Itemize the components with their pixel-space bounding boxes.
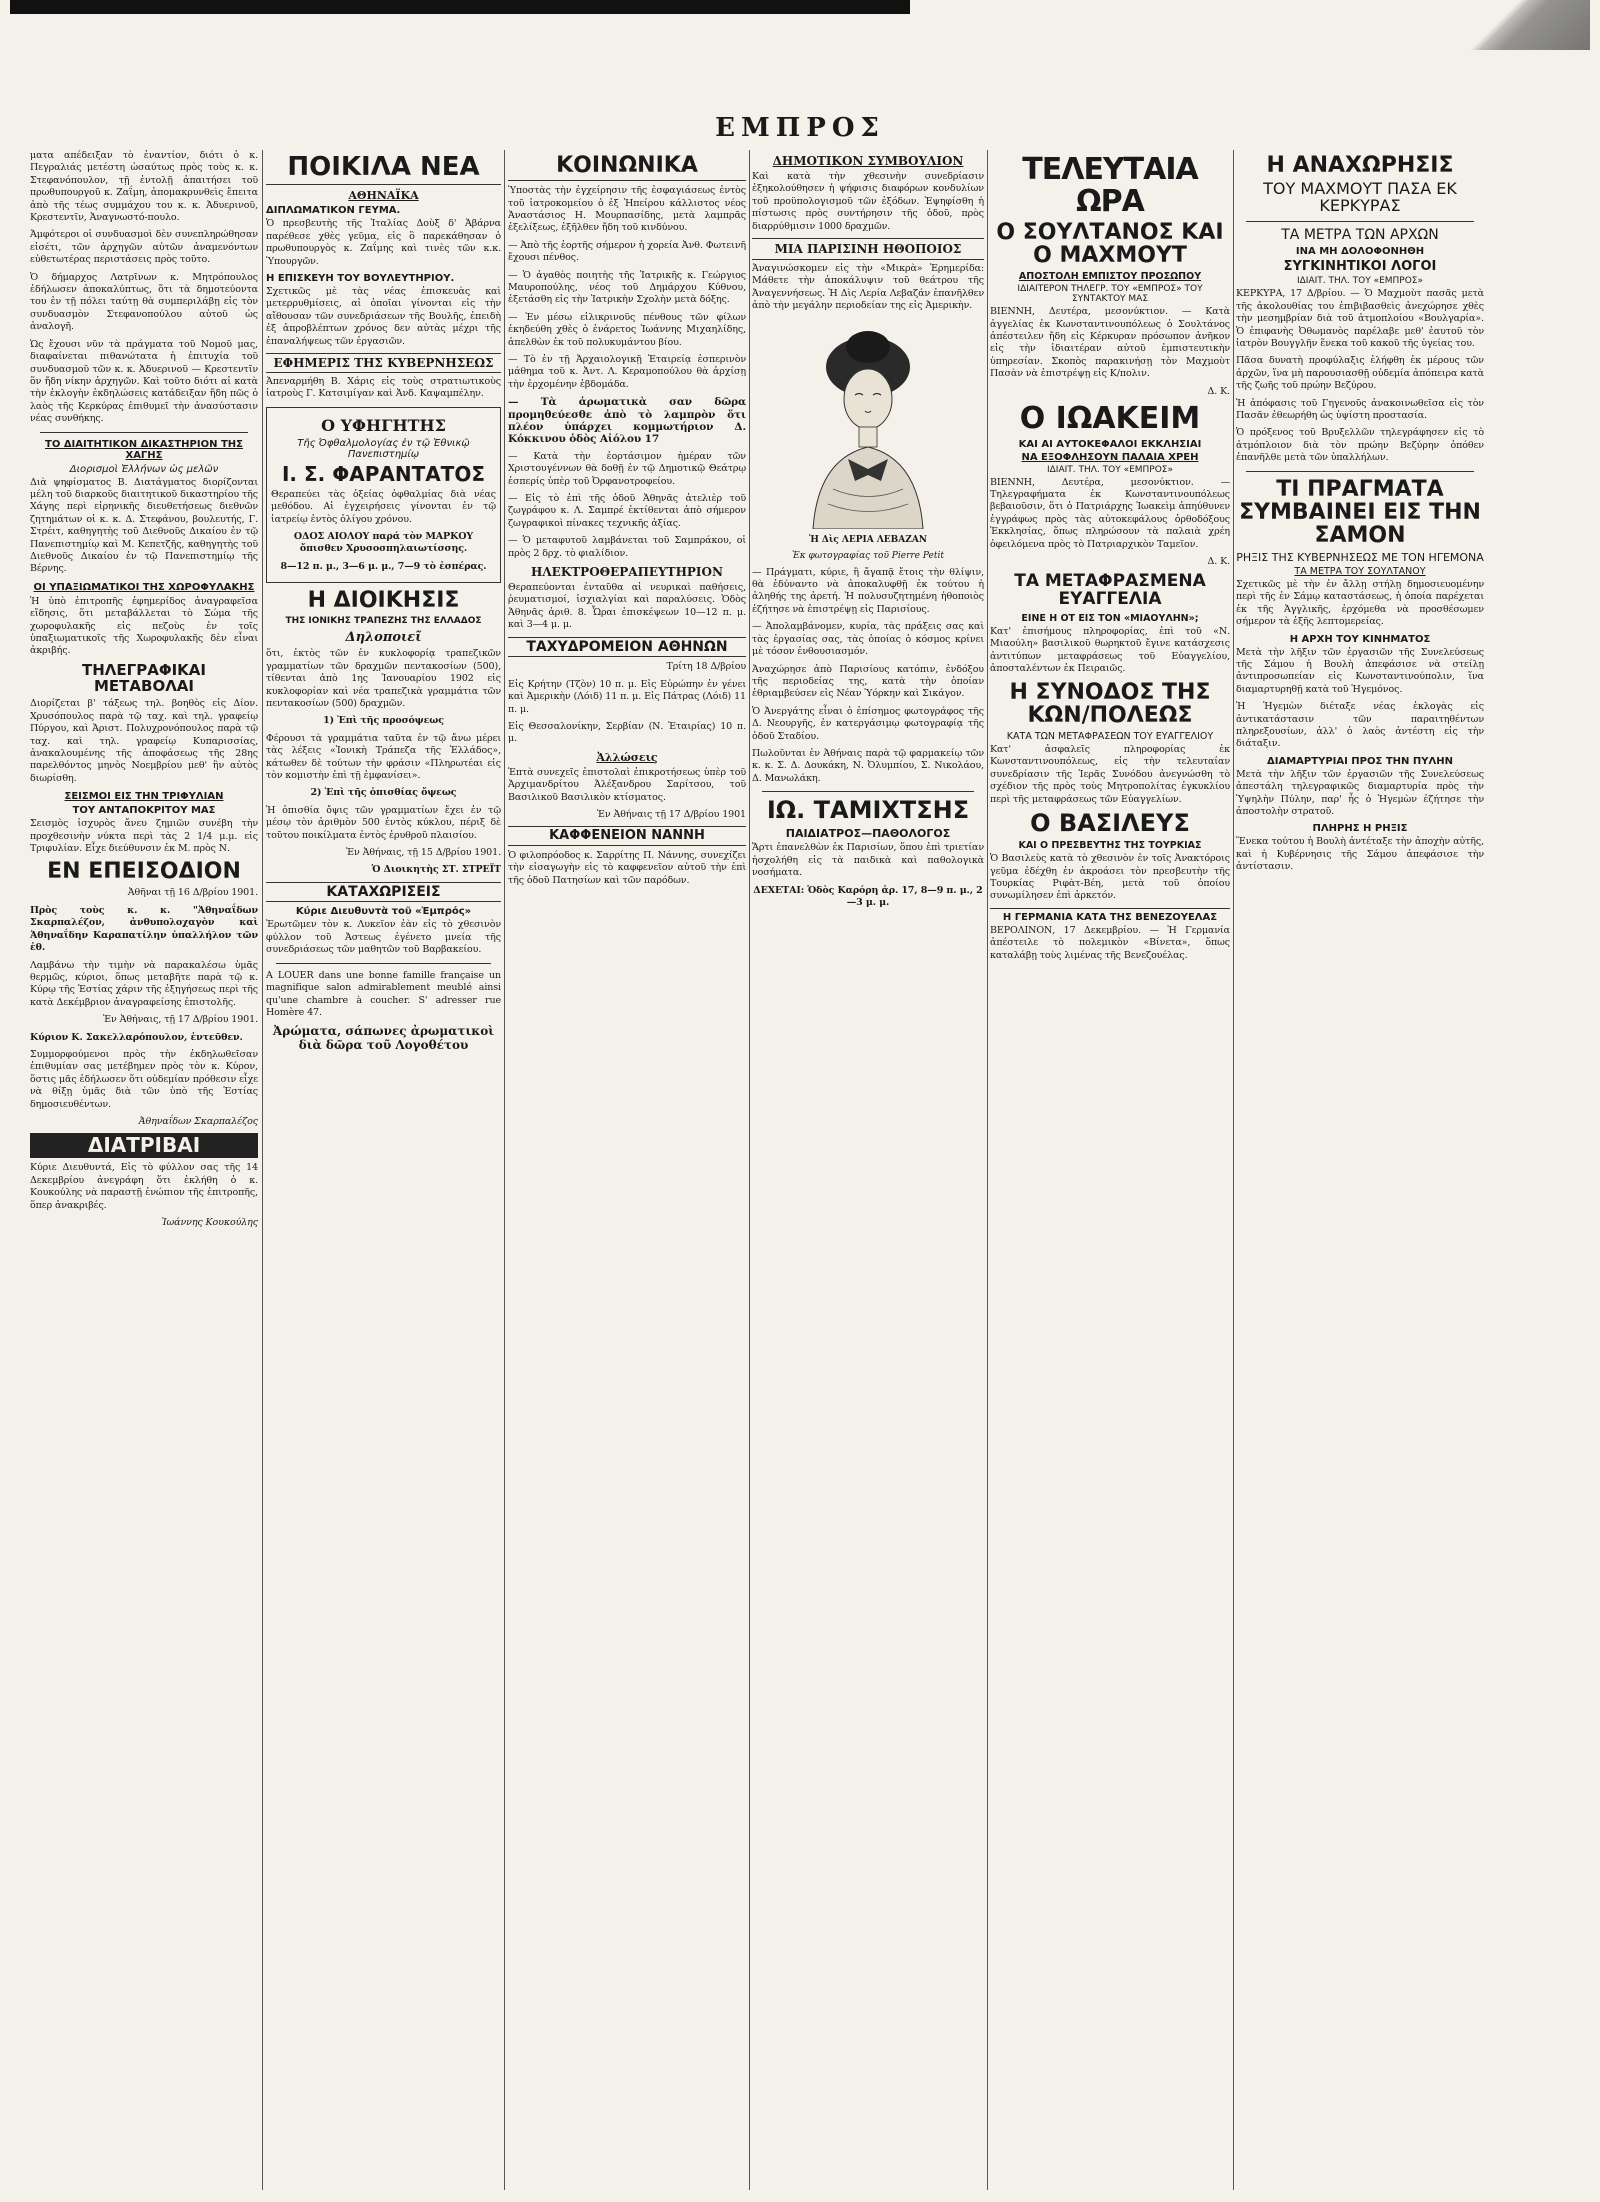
article-text: Ἡ Ἡγεμὼν διέταξε νέας ἐκλογὰς εἰς ἀντικατάστασιν τῶν παραιτηθέντων πληρεξουσίων, ἀλλ' ὁ λαὸς ἀντέστη εἰς τὴν διάταξιν. [1236, 701, 1484, 750]
perfume-notice: — Τὰ ἀρωματικὰ σαν δῶρα προμηθεύεσθε ἀπὸ τὸ λαμπρὸν ὅτι πλέον ὑπάρχει κομμωτήριον Δ. Κόκκινου ὁδὸς Αἰόλου 17 [508, 396, 746, 446]
ad-doctor-name: ΙΩ. ΤΑΜΙΧΤΣΗΣ [766, 796, 970, 825]
ad-hours: ΔΕΧΕΤΑΙ: Ὁδὸς Καρόρη ἀρ. 17, 8—9 π. μ., 2—3 μ. μ. [753, 884, 983, 908]
dateline: Τρίτη 18 Δ/βρίου [666, 661, 746, 673]
subheadline: ΔΙΑΜΑΡΤΥΡΙΑΙ ΠΡΟΣ ΤΗΝ ΠΥΛΗΝ [1267, 755, 1453, 767]
article-text: — Κατὰ τὴν ἐορτάσιμον ἡμέραν τῶν Χριστουγέννων θὰ δοθῇ ἐν τῷ Δημοτικῷ Θεάτρῳ ἐσπερίς ὑπὲρ τοῦ Ὀρφανοτροφείου. [508, 450, 746, 487]
article-text: Φέρουσι τὰ γραμμάτια ταῦτα ἐν τῷ ἄνω μέρει τὰς λέξεις «Ἰονικὴ Τράπεζα τῆς Ἑλλάδος», κάτωθεν δὲ τούτων τὴν φράσιν «Πληρωτέαι εἰς τὸν κομιστὴν ἐπὶ τῇ ἐμφανίσει». [266, 732, 501, 781]
article-text: — Εἰς τὸ ἐπὶ τῆς ὁδοῦ Ἀθηνᾶς ἀτελιὲρ τοῦ ζωγράφου κ. Λ. Σαμπρέ ἐκτίθενται ἀπὸ σήμερον ζωγραφικοὶ πίνακες τεχνικῆς ἀξίας. [508, 493, 746, 529]
portrait-caption: Ἡ Δὶς ΛΕΡΙΑ ΛΕΒΑΖΑΝ [808, 534, 928, 545]
article-text: — Ἀπολαμβάνομεν, κυρία, τὰς πράξεις σας καὶ τὰς ἐργασίας σας, τὰς ὁποίας ὁ κόσμος κρίνει μὲ τόσον ἐνθουσιασμόν. [752, 621, 984, 658]
column-2 [266, 150, 501, 2190]
article-text: ΒΕΡΟΛΙΝΟΝ, 17 Δεκεμβρίου. — Ἡ Γερμανία ἀπέστειλε τὸ πολεμικὸν «Βίνετα», ὅπως καταλάβῃ τοὺς λιμένας τῆς Βενεζουέλας. [990, 924, 1230, 961]
signature: Δ. Κ. [1207, 555, 1230, 567]
headline-king: Ο ΒΑΣΙΛΕΥΣ [1030, 808, 1190, 837]
article-text: Εἰς Θεσσαλονίκην, Σερβίαν (Ν. Ἑταιρίας) 10 π. μ. [508, 721, 746, 745]
signature: Δ. Κ. [1207, 385, 1230, 397]
article-text: Πωλοῦνται ἐν Ἀθήναις παρὰ τῷ φαρμακείῳ τῶν κ. κ. Σ. Δ. Δουκάκη, Ν. Ὀλυμπίου, Σ. Νικολάου, Δ. Μανωλάκη. [752, 747, 984, 784]
headline-joachim: Ο ΙΩΑΚΕΙΜ [1019, 401, 1201, 437]
article-text: Ἡ ὀπισθία ὄψις τῶν γραμματίων ἔχει ἐν τῷ μέσῳ τὸν ἀριθμὸν 500 ἐντὸς κύκλου, πέριξ δὲ τοῦτου ποικίλματα ἐντὸς ἐρυθροῦ πλαισίου. [266, 804, 501, 841]
subheadline: ΠΛΗΡΗΣ Η ΡΗΞΙΣ [1312, 823, 1408, 835]
article-text: Σχετικῶς μὲ τὰς νέας ἐπισκευὰς καὶ μετερρυθμίσεις, αἱ ὁποῖαι γίνονται εἰς τὴν αἴθουσαν τῶν συνεδριάσεων τῆς Βουλῆς, ἐπειδὴ ἐξ ἀπροβλέπτων χρόνος δεν αὐτὰς μέχρι τῆς ἐπαναλήψεως τῶν ἐργασιῶν. [266, 285, 501, 347]
headline-perfume-ad: Ἀρώματα, σάπωνες ἀρωματικοὶ διὰ δῶρα τοῦ Λογοθέτου [272, 1024, 495, 1053]
article-text: Ἀναχώρησε ἀπὸ Παρισίους κατόπιν, ἐνδόξου τῆς περιοδείας της, κατὰ τὴν ὁποίαν ἐθριαμβεύσεν εἰς Νέαν Ὑόρκην καὶ Σικάγον. [752, 663, 984, 700]
subheadline: ΔΙΠΛΩΜΑΤΙΚΟΝ ΓΕΥΜΑ. [266, 205, 401, 217]
article-text: Μετὰ τὴν λῆξιν τῶν ἐργασιῶν τῆς Συνελεύσεως ἀπεστάλη τηλεγραφικῶς διαμαρτυρία πρὸς τὴν Ὑψηλὴν Πύλην, παρ' ἧς ὁ Ἡγεμὼν ἐζήτησε τὴν ἀποστολὴν στρατοῦ. [1236, 768, 1484, 818]
telegram-source: ΙΔΙΑΙΤ. ΤΗΛ. ΤΟΥ «ΕΜΠΡΟΣ» [1046, 464, 1173, 475]
subheadline: ΚΑΙ ΑΙ ΑΥΤΟΚΕΦΑΛΟΙ ΕΚΚΛΗΣΙΑΙ [1018, 438, 1202, 450]
signature: Ἰωάννης Κουκούλης [161, 1217, 258, 1228]
ad-address: ΟΔΟΣ ΑΙΟΛΟΥ παρά τὸν ΜΑΡΚΟΥ ὄπισθεν Χρυσοσπηλαιωτίσσης. [293, 530, 474, 555]
divider [40, 432, 248, 433]
dateline: Ἀθῆναι τῇ 16 Δ/βρίου 1901. [127, 887, 258, 899]
article-text: Ὑποστὰς τὴν ἐγχείρησιν τῆς ἐσφαγιάσεως ἐντὸς τοῦ ἰατροκομείου ὁ ἐξ Ἠπείρου κάλλιστος νέος Ἀναστάσιος Η. Μουρπασίδης, μετὰ λαμπρᾶς ἐξελίξεως, ἐξῆλθεν ἤδη τοῦ κινδύνου. [508, 185, 746, 234]
headline-officers: ΟΙ ΥΠΑΞΙΩΜΑΤΙΚΟΙ ΤΗΣ ΧΩΡΟΦΥΛΑΚΗΣ [33, 581, 255, 593]
column-rule [1233, 150, 1234, 2190]
dateline: Ἐν Ἀθήναις, τῇ 17 Δ/βρίου 1901. [103, 1014, 258, 1026]
article-text: Ἀπεναρμήθη Β. Χάρις εἰς τοὺς στρατιωτικοὺς ἰατροὺς Γ. Κατσιμίγαν καὶ Ἀνδ. Καψαμπέλην. [266, 375, 501, 400]
article-text: Ὁ Ἀνεργάτης εἶναι ὁ ἐπίσημος φωτογράφος τῆς Δ. Νεουργῆς, ἐν κατεργάσιμῳ φωτογραφίᾳ τῆς ὁδοῦ Σταδίου. [752, 705, 984, 742]
column-rule [749, 150, 750, 2190]
article-text: Πρὸς τοὺς κ. κ. "Ἀθηναΐδων Σκαρπαλέζον, ἀνθυπολοχαγὸν καὶ Ἀθηναΐδην Καραπατίλην ὑπαλλήλον τῶν ἐθ. [30, 904, 258, 954]
subheadline: ΕΙΝΕ Η ΟΤ ΕΙΣ ΤΟΝ «ΜΙΑΟΥΛΗΝ»; [1021, 613, 1199, 625]
headline-telegraph: ΤΗΛΕΓΡΑΦΙΚΑΙ ΜΕΤΑΒΟΛΑΙ [82, 660, 206, 695]
subheadline: ΚΑΙ Ο ΠΡΕΣΒΕΥΤΗΣ ΤΗΣ ΤΟΥΡΚΙΑΣ [1018, 840, 1202, 852]
article-text: — Ὁ ἀγαθὸς ποιητὴς τῆς Ἰατρικῆς κ. Γεώργιος Μαυροπούλης, νέος τοῦ Δημάρχου Κύθνου, ἐξετάσθη εἰς τὴν Ἰατρικὴν Σχολὴν μετὰ δόξης. [508, 269, 746, 306]
headline-measures: ΤΑ ΜΕΤΡΑ ΤΩΝ ΑΡΧΩΝ [1281, 226, 1439, 243]
article-text: Κατ' ἀσφαλεῖς πληροφορίας ἐκ Κωνσταντινουπόλεως, εἰς τὴν τελευταίαν συνεδρίασιν τῆς Ἱερᾶς Συνόδου ἀνεγνώσθη τὸ σχέδιον τῆς πρὸς τοὺς Μητροπολίτας ἐγκυκλίου περὶ τῆς μεταφράσεως τῶν Εὐαγγελίων. [990, 743, 1230, 805]
article-text: Κύριον Κ. Σακελλαρόπουλον, ἐντεῦθεν. [30, 1031, 243, 1043]
headline-diatribai: ΔΙΑΤΡΙΒΑΙ [30, 1133, 258, 1158]
column-rule [262, 150, 263, 2190]
scan-corner-shadow [1440, 0, 1590, 50]
headline-awards: Ἀλλώσεις [596, 750, 658, 764]
portrait-credit: Ἐκ φωτογραφίας τοῦ Pierre Petit [792, 550, 944, 561]
headline-sultan: Ο ΣΟΥΛΤΑΝΟΣ ΚΑΙ Ο ΜΑΧΜΟΥΤ [996, 220, 1224, 269]
column-3 [508, 150, 746, 2190]
article-text: Θεραπεύονται ἐνταῦθα αἱ νευρικαὶ παθήσεις, ῥευματισμοί, ἰσχιαλγίαι καὶ παραλύσεις. Ὁδὸς Ἀθηνᾶς ἀριθ. 8. Ὧραι ἐπισκέψεων 10—12 π. μ. καὶ 3—4 μ. μ. [508, 582, 746, 631]
french-ad: A LOUER dans une bonne famille française un magnifique salon admirablement meublé ainsi qu'une chambre à coucher. S' adresser rue Homère 47. [266, 969, 501, 1018]
signature: Ὁ Διοικητὴς ΣΤ. ΣΤΡΕΪΤ [371, 864, 501, 876]
article-text: — Ἐν μέσω εἰλικρινοῦς πένθους τῶν φίλων ἐκηδεύθη χθὲς ὁ ἐνάρετος Ἰωάννης Μιχαηλίδης, ἀπελθὼν ἐκ τοῦ πολυκυμάντου βίου. [508, 311, 746, 348]
headline-departure: Η ΑΝΑΧΩΡΗΣΙΣ [1266, 153, 1454, 178]
article-text: — Ὁ μεταφυτοῦ λαμβάνεται τοῦ Σαμπράκου, οἱ πρὸς 2 δρχ. τὸ φιαλίδιον. [508, 535, 746, 559]
article-text: Κατ' ἐπισήμους πληροφορίας, ἐπὶ τοῦ «Ν. Μιαούλη» βασιλικοῦ θωρηκτοῦ ἔγινε κατάσχεσις ἀντιτύπων μεταφράσεως τοῦ Εὐαγγελίου, ἀποσταλέντων ἐκ Πειραιῶς. [990, 626, 1230, 675]
article-text: — Τὸ ἐν τῇ Ἀρχαιολογικῇ Ἑταιρείᾳ ἐσπερινὸν μάθημα τοῦ κ. Ἀντ. Λ. Κεραμοπούλου θὰ ἀρχίσῃ τὴν ἐρχομένην ἑβδομάδα. [508, 353, 746, 390]
subheadline: ΝΑ ΕΞΟΦΛΗΣΟΥΝ ΠΑΛΑΙΑ ΧΡΕΗ [1021, 451, 1199, 463]
column-4 [752, 150, 984, 2190]
column-rule [504, 150, 505, 2190]
headline-last-hour: ΤΕΛΕΥΤΑΙΑ ΩΡΑ [1022, 152, 1198, 219]
section-label: 1) Ἐπὶ τῆς προσόψεως [323, 715, 444, 727]
newspaper-page [10, 0, 1590, 2202]
headline-council: ΔΗΜΟΤΙΚΟΝ ΣΥΜΒΟΥΛΙΟΝ [772, 154, 964, 168]
article-text: ματα απέδειξαν τὸ ἐναντίον, διότι ὁ κ. Πεγραλιάς μετέστη ὡσαύτως πρὸς τοὺς κ. κ. Στεφανόπουλον, τῇ ἐντολῇ ἀπαιτήσει τοῦ πρωθυπουργοῦ κ. Ζαΐμη, ἀπομακρυνθεὶς ἔπειτα ἀπὸ τῆς τέως συμμάχου του κ. κ. Ἀδυερινοῦ, Κρεστεντῖν, Ἀναγνωστό-πουλο. [30, 150, 258, 224]
article-text: Ἡ ἀπόφασις τοῦ Γηγενοῦς ἀνακοινωθεῖσα εἰς τὸν Πασᾶν ἐθεωρήθη ὡς ὑψίστη προστασία. [1236, 397, 1484, 422]
article-text: — Πράγματι, κύριε, ἢ ἄγαπᾷ ἔτοις τὴν θλίψιν, θὰ ἐδύναντο νὰ ἀποκαλυφθῇ ἐκ τούτου ἡ ἀληθής της ἀρετή. Ἡ πολυσυζητημένη ἡθοποιὸς ἐζήτησε νὰ ἐπιστρέψῃ εἰς Παρισίους. [752, 566, 984, 615]
telegram-source: ΙΔΙΑΙΤΕΡΟΝ ΤΗΛΕΓΡ. ΤΟΥ «ΕΜΠΡΟΣ» ΤΟΥ ΣΥΝΤΑΚΤΟΥ ΜΑΣ [1017, 284, 1203, 305]
headline-electrotherapy: ΗΛΕΚΤΡΟΘΕΡΑΠΕΥΤΗΡΙΟΝ [531, 565, 723, 580]
headline-news: ΠΟΙΚΙΛΑ ΝΕΑ [266, 154, 501, 185]
ad-hours: 8—12 π. μ., 3—6 μ. μ., 7—9 τὸ ἑσπέρας. [280, 560, 487, 572]
ad-title: Ο ΥΦΗΓΗΤΗΣ [321, 415, 446, 435]
subheadline: ΤΑ ΜΕΤΡΑ ΤΟΥ ΣΟΥΛΤΑΝΟΥ [1294, 565, 1426, 577]
subheadline: ΚΑΤΑ ΤΩΝ ΜΕΤΑΦΡΑΣΕΩΝ ΤΟΥ ΕΥΑΓΓΕΛΙΟΥ [1006, 730, 1214, 742]
divider [1246, 471, 1474, 472]
subheadline: ΣΥΓΚΙΝΗΤΙΚΟΙ ΛΟΓΟΙ [1283, 259, 1437, 275]
section-label: 2) Ἐπὶ τῆς ὀπισθίας ὄψεως [310, 787, 457, 799]
notice-label: Δηλοποιεῖ [345, 630, 422, 646]
headline-gov-gazette: ΕΦΗΜΕΡΙΣ ΤΗΣ ΚΥΒΕΡΝΗΣΕΩΣ [266, 353, 501, 373]
article-text: Ἐρωτῶμεν τὸν κ. Λυκεῖον ἐὰν εἰς τὸ χθεσινὸν φύλλον τοῦ Ἀστεως ἐγένετο μνεία τῆς συνεδριάσεως τῶν μαθητῶν τοῦ Βαρβακείου. [266, 919, 501, 956]
article-text: Σχετικῶς μὲ τὴν ἐν ἄλλῃ στήλῃ δημοσιευομένην περὶ τῆς ἐν Σάμῳ καταστάσεως, ἡ ὁποία παρέχεται ἐκ τῆς Ἀγγλικῆς, ἐρχόμεθα νὰ προσθέσωμεν σήμερον τὰ ἑξῆς λεπτομερείας. [1236, 578, 1484, 628]
article-text: Διορίζεται β' τάξεως τηλ. βοηθὸς εἰς Δίον. Χρυσόπουλος παρὰ τῷ ταχ. καὶ τηλ. γραφείῳ Πύργου, καὶ Ἀριστ. Πολυχρονόπουλος παρὰ τῷ ταχ. καὶ τηλ. γραφείῳ Κυπαρισσίας, ἀνακαλουμένης τῆς ἀποφάσεως τῆς 28ης παρελθόντος μηνὸς Νοεμβρίου μεθ' ἣν αὐτὸς διωρίσθη. [30, 698, 258, 784]
article-text: — Ἀπὸ τῆς ἑορτῆς σήμερον ἡ χορεία Ἀνθ. Φωτεινῆ ἔχουσι πένθος. [508, 239, 746, 264]
headline-cafe: ΚΑΦΦΕΝΕΙΟΝ ΝΑΝΝΗ [508, 826, 746, 846]
subheadline-departure: ΤΟΥ ΜΑΧΜΟΥΤ ΠΑΣΑ ΕΚ ΚΕΡΚΥΡΑΣ [1263, 179, 1457, 215]
divider [762, 791, 974, 792]
actress-portrait [793, 319, 943, 529]
subheadline: ΤΗΣ ΙΟΝΙΚΗΣ ΤΡΑΠΕΖΗΣ ΤΗΣ ΕΛΛΑΔΟΣ [285, 616, 482, 627]
telegram-source: ΙΔΙΑΙΤ. ΤΗΛ. ΤΟΥ «ΕΜΠΡΟΣ» [1296, 276, 1423, 287]
article-text: Ἀμφότεροι οἱ συνδυασμοὶ δὲν συνεπληρώθησαν εἰσέτι, τῶν ἀρχηγῶν αὐτῶν ἀναμενόντων εὐθετωτέρας περιστάσεις πρὸς τοῦτο. [30, 229, 258, 266]
article-text: Ἕνεκα τούτου ἡ Βουλὴ ἀντέταξε τὴν ἀποχὴν αὐτῆς, καὶ ἡ Κυβέρνησις τῆς Σάμου ἀπεφάσισε τὴν ἀντίστασιν. [1236, 836, 1484, 873]
ad-ophthalmologist [266, 407, 501, 583]
headline-quake: ΣΕΙΣΜΟΙ ΕΙΣ ΤΗΝ ΤΡΙΦΥΛΙΑΝ [64, 791, 224, 803]
article-text: Συμμορφούμενοι πρὸς τὴν ἐκδηλωθεῖσαν ἐπιθυμίαν σας μετέβημεν πρὸς τὸν κ. Κύρον, ὅστις μᾶς ἐδήλωσεν ὅτι οὐδεμίαν πρόθεσιν εἶχε νὰ θίξῃ ὑμᾶς διὰ τῶν ὑπὸ τῆς Ἑστίας δημοσιευθέντων. [30, 1048, 258, 1110]
article-text: Κύριε Διευθυντά, Εἰς τὸ φύλλον σας τῆς 14 Δεκεμβρίου ἀνεγράφη ὅτι ἐκλήθη ὁ κ. Κουκούλης νὰ παραστῇ ἐνώπιον τῆς ἐπιτροπῆς, ὅπερ ἀνακριβές. [30, 1162, 258, 1211]
dateline: Ἐν Ἀθήναις τῇ 17 Δ/βρίου 1901 [596, 809, 746, 821]
article-text: ὅτι, ἐκτὸς τῶν ἐν κυκλοφορίᾳ τραπεζικῶν γραμματίων τῶν δραχμῶν πεντακοσίων (500), τίθενται ἀπὸ 1ης Ἰανουαρίου 1902 εἰς κυκλοφορίαν καὶ νέα τραπεζικὰ γραμμάτια τῶν πεντακοσίων (500) δραχμῶν. [266, 648, 501, 709]
headline-paris-actress: ΜΙΑ ΠΑΡΙΣΙΝΗ ΗΘΟΠΟΙΟΣ [752, 238, 984, 260]
headline-germany: Η ΓΕΡΜΑΝΙΑ ΚΑΤΑ ΤΗΣ ΒΕΝΕΖΟΥΕΛΑΣ [990, 908, 1230, 923]
article-text: Μετὰ τὴν λῆξιν τῶν ἐργασιῶν τῆς Συνελεύσεως τῆς Σάμου ἡ Βουλὴ ἀπεφάσισε νὰ στείλῃ ἀντιπροσωπείαν εἰς Κωνσταντινούπολιν, ἵνα διαμαρτυρηθῇ κατὰ τοῦ Ἡγεμόνος. [1236, 646, 1484, 695]
section-athens: ΑΘΗΝΑΪΚΑ [348, 189, 419, 203]
subheadline: ΡΗΞΙΣ ΤΗΣ ΚΥΒΕΡΝΗΣΕΩΣ ΜΕ ΤΟΝ ΗΓΕΜΟΝΑ [1236, 550, 1484, 564]
ad-doctor-title: ΠΑΙΔΙΑΤΡΟΣ—ΠΑΘΟΛΟΓΟΣ [785, 827, 951, 841]
column-6 [1236, 150, 1484, 2190]
column-1 [30, 150, 258, 2190]
subheadline: Η ΑΡΧΗ ΤΟΥ ΚΙΝΗΜΑΤΟΣ [1289, 633, 1431, 645]
dateline: Ἐν Ἀθήναις, τῇ 15 Δ/βρίου 1901. [346, 846, 501, 858]
headline-registrations: ΚΑΤΑΧΩΡΙΣΕΙΣ [266, 882, 501, 903]
ad-text: Ἄρτι ἐπανελθὼν ἐκ Παρισίων, ὅπου ἐπὶ τριετίαν ἠσχολήθη εἰς τὰ παιδικὰ καὶ παθολογικὰ νοσήματα. [752, 842, 984, 879]
article-text: Ὡς ἔχουσι νῦν τὰ πράγματα τοῦ Νομοῦ μας, διαφαίνεται πιθανώτατα ἡ ἐπιτυχία τοῦ συνδυασμοῦ τῶν κ. κ. Ἀδυερινοῦ — Κρεστεντῖν ὅν ἤδη νίκην ἀρχηγῶν. Καὶ τοῦτο διότι αἱ κατὰ τὴν ἐκλογὴν ἐκδηλώσεις κατάδειξαν ἤδη πῶς ὁ λαὸς τῆς Κερκύρας ἐπιθυμεῖ τὴν ἀνασύστασιν νέας συνθήκης. [30, 338, 258, 425]
ad-text: Θεραπεύει τὰς ὀξείας ὀφθαλμίας διὰ νέας μεθόδου. Αἱ ἐγχειρήσεις γίνονται ἐν τῷ ἰατρείῳ ἐντὸς ὀλίγου χρόνου. [271, 488, 496, 525]
ad-name: Ι. Σ. ΦΑΡΑΝΤΑΤΟΣ [281, 461, 485, 486]
divider [1246, 221, 1474, 222]
subheadline: Η ΕΠΙΣΚΕΥΗ ΤΟΥ ΒΟΥΛΕΥΤΗΡΙΟΥ. [266, 272, 455, 284]
signature: Ἀθηναΐδων Σκαρπαλέζος [138, 1115, 258, 1127]
article-text: Ὁ Βασιλεὺς κατὰ τὸ χθεσινὸν ἐν τοῖς Ἀνακτόροις γεῦμα ἐδέχθη ἐν ἀκροάσει τὸν πρεσβευτὴν τῆς Τουρκίας Ριφὰτ-Βέη, μετὰ τοῦ ὁποίου συνωμίλησεν ἐπὶ ἀρκετόν. [990, 853, 1230, 902]
headline-court: ΤΟ ΔΙΑΙΤΗΤΙΚΟΝ ΔΙΚΑΣΤΗΡΙΟΝ ΤΗΣ ΧΑΓΗΣ [45, 438, 243, 461]
column-5 [990, 150, 1230, 2190]
subheadline: ΤΟΥ ΑΝΤΑΠΟΚΡΙΤΟΥ ΜΑΣ [72, 805, 216, 817]
article-text: Ἑπτὰ συνεχεῖς ἐπιστολαὶ ἐπικροτήσεως ὑπὲρ τοῦ Ἀρχιμανδρίτου Ἀλέξανδρου Σαρίτσου, τοῦ Βασιλικοῦ Βασιλικὸν κτίσματος. [508, 766, 746, 803]
headline-incident: ΕΝ ΕΠΕΙΣΟΔΙΟΝ [47, 859, 241, 885]
column-rule [987, 150, 988, 2190]
article-text: ΒΙΕΝΝΗ, Δευτέρα, μεσονύκτιον. — Κατὰ ἀγγελίας ἐκ Κωνσταντινουπόλεως ὁ Σουλτάνος ἀπέστειλεν ἤδη εἰς Κέρκυραν πρόσωπον ἀνῆκον εἰς τὴν ἰδιαιτέραν αὐτοῦ ἐμπιστευτικὴν ὑπηρεσίαν. Σκοπὸς παρακινήσῃ τὸν Μαχμοὺτ Πασὰν νὰ ἐπιστρέψῃ εἰς Κ/πολιν. [990, 306, 1230, 380]
article-text: ΒΙΕΝΝΗ, Δευτέρα, μεσονύκτιον. — Τηλεγραφήματα ἐκ Κωνσταντινουπόλεως βεβαιοῦσιν, ὅτι ὁ Πατριάρχης Ἰωακεὶμ ἀπηύθυνεν ἐγγράφως πρὸς τὰς αὐτοκεφάλους ὀρθοδόξους Ἐκκλησίας, ὅπως πληρώσουν τὰ παλαιὰ χρέη ὀφειλόμενα πρὸς τὸ Πατριαρχικὸν Ταμεῖον. [990, 476, 1230, 550]
subheadline: ΙΝΑ ΜΗ ΔΟΛΟΦΟΝΗΘΗ [1295, 246, 1425, 258]
article-text: ΚΕΡΚΥΡΑ, 17 Δ/βρίου. — Ὁ Μαχμοὺτ πασᾶς μετὰ τῆς ἀκολουθίας του ἐπιβιβασθεὶς ἀνεχώρησε χθὲς τὴν μεσημβρίαν διὰ τοῦ ἀτμοπλοίου «Βουλγαρία». Ὁ ἐπιφανὴς Ὀθωμανὸς παρέλαβε μεθ' ἑαυτοῦ τὸν ἰατρὸν Βουγγλῆν ἕνεκα τοῦ κακοῦ τῆς ὑγείας του. [1236, 288, 1484, 349]
article-text: Σεισμὸς ἰσχυρὸς ἄνευ ζημιῶν συνέβη τὴν προχθεσινὴν νύκτα περὶ τὰς 2 1/4 μ.μ. εἰς Τριφυλίαν. Εἶχε διεύθυνσιν ἐκ Μ. πρὸς Ν. [30, 818, 258, 854]
headline-gospels: ΤΑ ΜΕΤΑΦΡΑΣΜΕΝΑ ΕΥΑΓΓΕΛΙΑ [1014, 571, 1206, 610]
article-text: Καὶ κατὰ τὴν χθεσινὴν συνεδρίασιν ἐξηκολούθησεν ἡ ψήφισις διαφόρων κονδυλίων τοῦ προϋπολογισμοῦ τῶν ἐξόδων. Ἐψηφίσθη ἡ πίστωσις πρὸς συντήρησιν τῆς ὁδοῦ, πρὸς διαρρύθμισιν 1000 δραχμῶν. [752, 171, 984, 232]
article-text: Ἀναγινώσκομεν εἰς τὴν «Μικρὰ» Ἑρημερίδα: Μάθετε τὴν ἀποκάλυψιν τοῦ θεάτρου τῆς Ἀναγεννήσεως. Ἡ Δὶς Λερία Λεβαζάν ἐπανῆλθεν ἀπὸ τὴν μεγάλην περιοδείαν της εἰς Ἀμερικὴν. [752, 263, 984, 312]
article-text: Εἰς Κρήτην (Τζὸν) 10 π. μ. Εἰς Εὐρώπην ἐν γένει καὶ Ἀμερικὴν (Λόιδ) 11 π. μ. Εἰς Πάτρας (Λόιδ) 11 π. μ. [508, 678, 746, 715]
headline-synod: Η ΣΥΝΟΔΟΣ ΤΗΣ ΚΩΝ/ΠΟΛΕΩΣ [1009, 679, 1211, 728]
article-text: Λαμβάνω τὴν τιμὴν νὰ παρακαλέσω ὑμᾶς θερμῶς, κύριοι, ὅπως μεταβῆτε παρὰ τῷ κ. Κύρῳ τῆς Ἑστίας χάριν τῆς ἐξηγήσεως περὶ τῆς κατὰ Δεκέμβριον ἀναγραφείσης ἐπιστολῆς. [30, 959, 258, 1008]
headline-direction: Η ΔΙΟΙΚΗΣΙΣ [307, 588, 460, 614]
scan-edge-band [10, 0, 910, 14]
article-text: Ὁ πρεσβευτὴς τῆς Ἰταλίας Δοὺξ δ' Ἀβάρνα παρέθεσε χθὲς γεῦμα, εἰς ὃ παρεκάθησαν ὁ πρωθυπουργὸς κ. Ζαΐμης καὶ τινὲς τῶν κ.κ. Ὑπουργῶν. [266, 218, 501, 267]
subheadline: ΑΠΟΣΤΟΛΗ ΕΜΠΙΣΤΟΥ ΠΡΟΣΩΠΟΥ [1018, 271, 1202, 283]
article-text: Ὁ πρόξενος τοῦ Βρυξελλῶν τηλεγράφησεν εἰς τὸ ἀτμόπλοιον διὰ τὸν πρώην Βεζύρην ὁπόθεν ἐπανῆλθε μετὰ τῶν ὑπαλλήλων. [1236, 427, 1484, 464]
subheadline: Κύριε Διευθυντὰ τοῦ «Ἐμπρός» [295, 906, 472, 918]
masthead: ΕΜΠΡΟΣ [715, 113, 885, 143]
article-text: Ὁ δήμαρχος Λατρῖνων κ. Μητρόπουλος ἐδήλωσεν ἀποκαλύπτως, ὅτι τὰ δημοτεύοντα του ἐν τῇ πόλει ταύτῃ θὰ συμπεριλάβῃ εἰς τὸν συνδυασμὸν Στεφανοπούλου αὐτοῦ ὡς ἀναλογῆ. [30, 271, 258, 333]
headline-social: ΚΟΙΝΩΝΙΚΑ [508, 154, 746, 181]
article-text: Ὁ φιλοπρόοδος κ. Σαρρίτης Π. Νάννης, συνεχίζει τὴν εἰσαγωγὴν εἰς τὸ καφφενεῖον αὐτοῦ τὴν ἐπὶ τῆς ὁδοῦ Πατησίων καὶ τῶν παρόδων. [508, 850, 746, 886]
subheadline: Διορισμοὶ Ἑλλήνων ὡς μελῶν [69, 463, 219, 475]
article-text: Πᾶσα δυνατὴ προφύλαξις ἐλήφθη ἐκ μέρους τῶν ἀρχῶν, ἵνα μὴ παρουσιασθῇ οὐδεμία ἀπόπειρα κατὰ τῆς ζωῆς τοῦ πρώην Βεζύρου. [1236, 355, 1484, 392]
article-text: Ἡ ὑπὸ ἐπιτροπῆς ἐφημερίδος ἀναγραφεῖσα εἴδησις, ὅτι μεταβάλλεται τὸ Σώμα τῆς χωροφυλακῆς εἰς πεζοὺς ἐν τοῖς ὑπαξιωματικοῖς τῆς Χωροφυλακῆς δὲν εἶναι ἀκριβής. [30, 595, 258, 657]
headline-samos: ΤΙ ΠΡΑΓΜΑΤΑ ΣΥΜΒΑΙΝΕΙ ΕΙΣ ΤΗΝ ΣΑΜΟΝ [1239, 476, 1481, 548]
ad-subtitle: Τῆς Ὀφθαλμολογίας ἐν τῷ Ἐθνικῷ Πανεπιστημίῳ [297, 437, 470, 460]
article-text: Διὰ ψηφίσματος Β. Διατάγματος διορίζονται μέλη τοῦ διαρκοῦς διαιτητικοῦ δικαστηρίου τῆς Χάγης περὶ εἰρηνικῆς διευθετήσεως διεθνῶν ζητημάτων οἱ κ. κ. Δ. Στεφάνου, βουλευτής, Γ. Στρέιτ, καθηγητὴς τοῦ Διεθνοῦς Δικαίου ἐν τῷ Πανεπιστημίῳ καὶ Μ. Κεπετζῆς, καθηγητὴς τοῦ Διεθνοῦς Δικαίου ἐν τῷ Πανεπιστημίῳ τῆς Βέρνης. [30, 476, 258, 575]
headline-post: ΤΑΧΥΔΡΟΜΕΙΟΝ ΑΘΗΝΩΝ [508, 637, 746, 658]
portrait-engraving [793, 319, 943, 529]
divider [276, 963, 491, 964]
